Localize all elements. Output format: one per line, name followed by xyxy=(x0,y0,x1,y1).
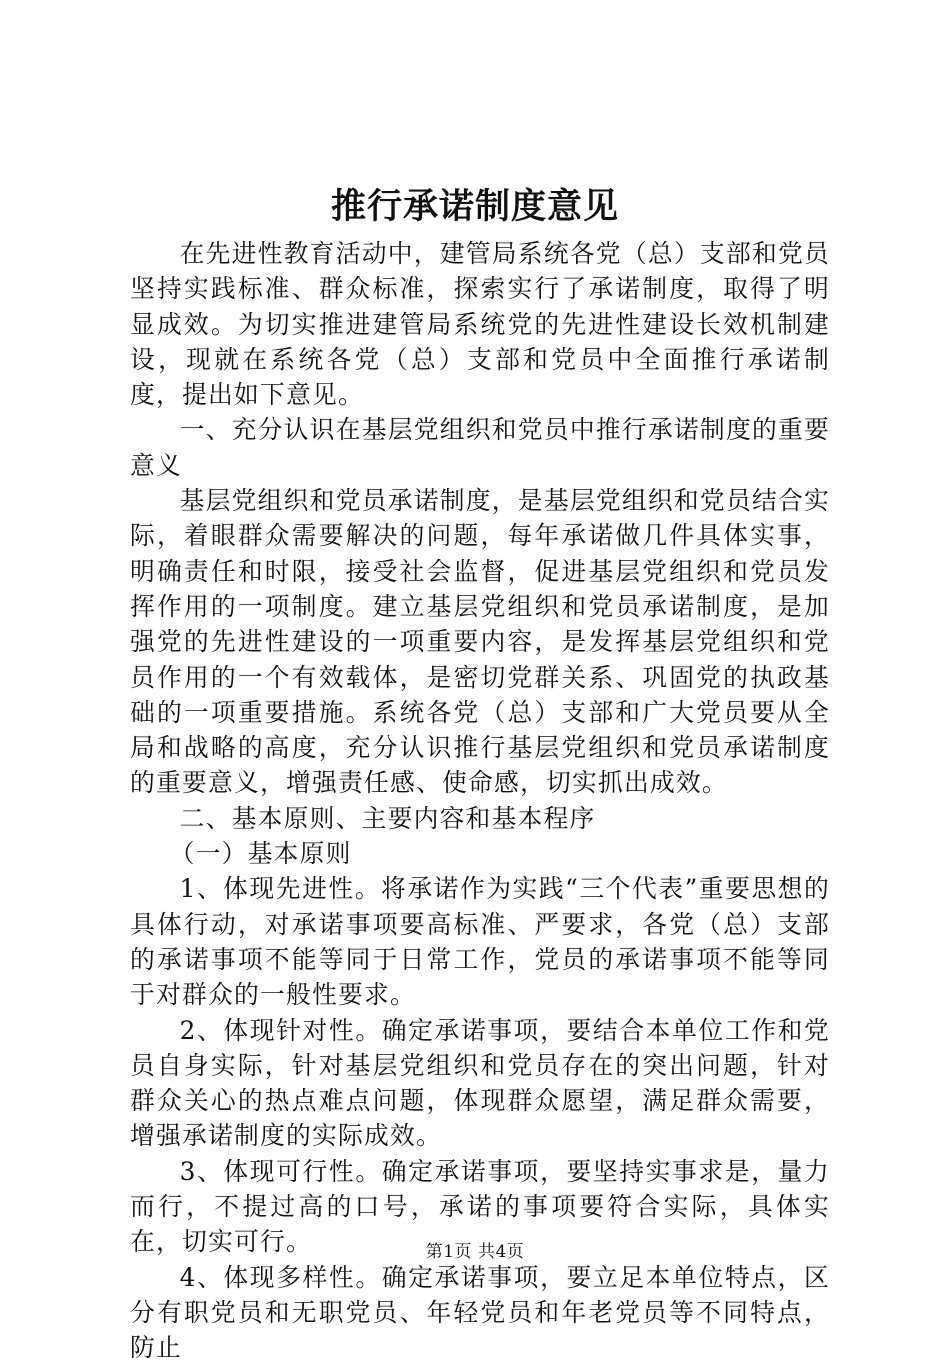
page-footer: 第1页 共4页 xyxy=(425,1242,525,1262)
paragraph-intro: 在先进性教育活动中，建管局系统各党（总）支部和党员坚持实践标准、群众标准，探索实行了承诺制度，取得了明显成效。为切实推进建管局系统党的先进性建设长效机制建设，现就在系统各党（总）支部和党员中全面推行承诺制度，提出如下意见。 xyxy=(130,239,830,410)
principle-item-3: 3、体现可行性。确定承诺事项，要坚持实事求是，量力而行，不提过高的口号，承诺的事项要符合实际，具体实在，切实可行。 xyxy=(130,1156,830,1257)
principle-item-4: 4、体现多样性。确定承诺事项，要立足本单位特点，区分有职党员和无职党员、年轻党员和年老党员等不同特点，防止 xyxy=(130,1262,830,1363)
subsection-heading-basic-principles: （一）基本原则 xyxy=(169,839,352,869)
section-heading-2: 二、基本原则、主要内容和基本程序 xyxy=(179,803,596,833)
principle-item-1: 1、体现先进性。将承诺作为实践“三个代表”重要思想的具体行动，对承诺事项要高标准、严要求，各党（总）支部的承诺事项不能等同于日常工作，党员的承诺事项不能等同于对群众的一般性要求。 xyxy=(130,874,830,1010)
document-title: 推行承诺制度意见 xyxy=(330,186,619,227)
principle-item-2: 2、体现针对性。确定承诺事项，要结合本单位工作和党员自身实际，针对基层党组织和党员存在的突出问题，针对群众关心的热点难点问题，体现群众愿望，满足群众需要，增强承诺制度的实际成效。 xyxy=(130,1015,830,1151)
document-body xyxy=(130,236,830,1366)
section-heading-1: 一、充分认识在基层党组织和党员中推行承诺制度的重要意义 xyxy=(130,415,830,480)
paragraph-significance: 基层党组织和党员承诺制度，是基层党组织和党员结合实际，着眼群众需要解决的问题，每年承诺做几件具体实事，明确责任和时限，接受社会监督，促进基层党组织和党员发挥作用的一项制度。建立基层党组织和党员承诺制度，是加强党的先进性建设的一项重要内容，是发挥基层党组织和党员作用的一个有效载体，是密切党群关系、巩固党的执政基础的一项重要措施。系统各党（总）支部和广大党员要从全局和战略的高度，充分认识推行基层党组织和党员承诺制度的重要意义，增强责任感、使命感，切实抓出成效。 xyxy=(130,486,830,798)
